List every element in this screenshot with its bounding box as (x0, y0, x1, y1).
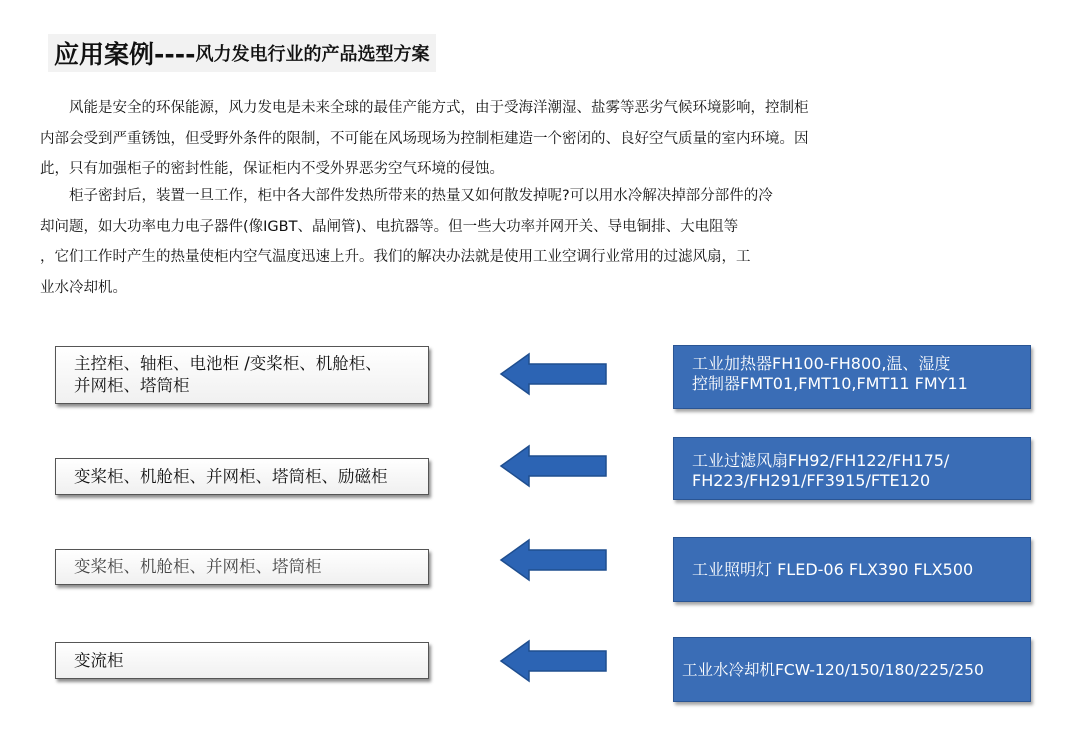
product-box (673, 345, 1031, 409)
product-label: 工业水冷却机FCW-120/150/180/225/250 (682, 660, 984, 679)
cabinet-box (55, 642, 429, 679)
product-box (673, 637, 1031, 702)
paragraph-line: 风能是安全的环保能源，风力发电是未来全球的最佳产能方式，由于受海洋潮湿、盐雾等恶劣气候环境影响，控制柜 (40, 100, 809, 116)
paragraph-line: 此，只有加强柜子的密封性能，保证柜内不受外界恶劣空气环境的侵蚀。 (40, 161, 504, 177)
product-label: 工业过滤风扇FH92/FH122/FH175/ (692, 451, 950, 470)
left-arrow-icon (499, 352, 608, 396)
paragraph-line: ，它们工作时产生的热量使柜内空气温度迅速上升。我们的解决办法就是使用工业空调行业常用的过滤风扇，工 (40, 249, 751, 265)
title-sub: 风力发电行业的产品选型方案 (195, 44, 430, 65)
cabinet-label: 主控柜、轴柜、电池柜 /变桨柜、机舱柜、 (74, 354, 382, 373)
cabinet-label: 变流柜 (74, 650, 124, 670)
product-label: FH223/FH291/FF3915/FTE120 (692, 471, 931, 490)
cabinet-label: 变桨柜、机舱柜、并网柜、塔筒柜、励磁柜 (74, 466, 388, 486)
product-label: 工业加热器FH100-FH800,温、湿度 (692, 354, 951, 373)
cabinet-box (55, 458, 429, 495)
paragraph-line: 业水冷却机。 (40, 279, 127, 296)
paragraph-line: 柜子密封后，装置一旦工作，柜中各大部件发热所带来的热量又如何散发掉呢?可以用水冷解决掉部分部件的冷 (40, 188, 773, 204)
paragraph-line: 内部会受到严重锈蚀，但受野外条件的限制，不可能在风场现场为控制柜建造一个密闭的、良好空气质量的室内环境。因 (40, 130, 809, 147)
cabinet-box (55, 346, 429, 404)
cabinet-box (55, 549, 429, 585)
paragraph-intro (40, 93, 920, 185)
title-main: 应用案例---- (54, 40, 196, 69)
cabinet-label: 并网柜、塔筒柜 (74, 376, 190, 395)
left-arrow-icon (499, 538, 608, 582)
left-arrow-icon (499, 444, 608, 488)
paragraph-solution (40, 181, 920, 303)
page-title (48, 34, 436, 72)
product-label: 控制器FMT01,FMT10,FMT11 FMY11 (692, 374, 968, 393)
left-arrow-icon (499, 639, 608, 683)
paragraph-line: 却问题，如大功率电力电子器件(像IGBT、晶闸管)、电抗器等。但一些大功率并网开关、导电铜排、大电阻等 (40, 218, 739, 235)
product-box (673, 437, 1031, 500)
cabinet-label: 变桨柜、机舱柜、并网柜、塔筒柜 (74, 557, 322, 576)
product-label: 工业照明灯 FLED-06 FLX390 FLX500 (692, 559, 974, 579)
product-box (673, 537, 1031, 602)
